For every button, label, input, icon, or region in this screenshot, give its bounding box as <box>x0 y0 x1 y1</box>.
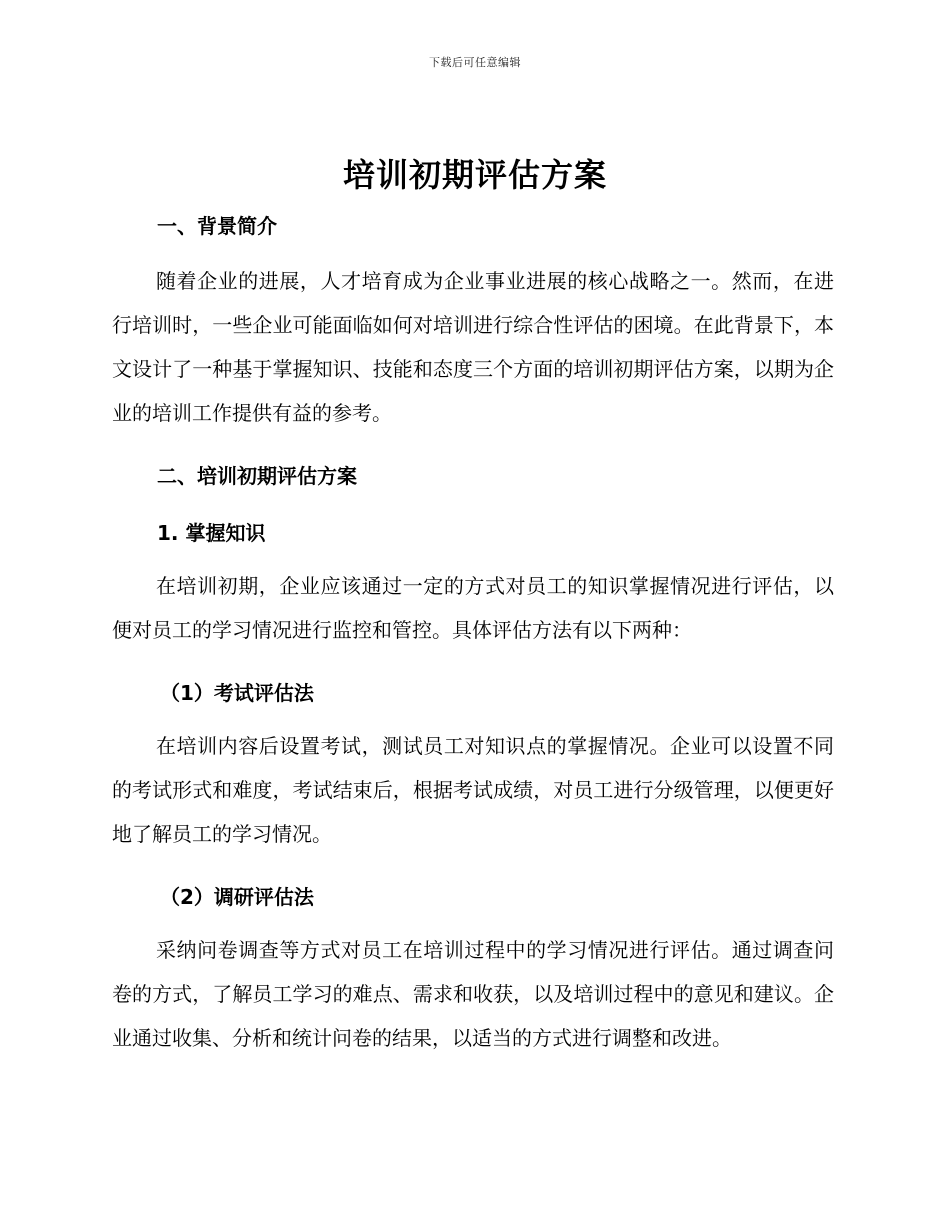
section-heading-background: 一、背景简介 <box>157 214 277 238</box>
subsection-heading-knowledge: 1. 掌握知识 <box>157 521 266 545</box>
paragraph-background: 随着企业的进展，人才培育成为企业事业进展的核心战略之一。然而，在进行培训时，一些企业可能面临如何对培训进行综合性评估的困境。在此背景下，本文设计了一种基于掌握知识、技能和态度三个方面的培训初期评估方案，以期为企业的培训工作提供有益的参考。 <box>112 269 834 425</box>
document-title: 培训初期评估方案 <box>342 156 607 194</box>
paragraph-knowledge: 在培训初期，企业应该通过一定的方式对员工的知识掌握情况进行评估，以便对员工的学习情况进行监控和管控。具体评估方法有以下两种： <box>112 574 834 642</box>
paragraph-survey: 采纳问卷调查等方式对员工在培训过程中的学习情况进行评估。通过调查问卷的方式，了解员工学习的难点、需求和收获，以及培训过程中的意见和建议。企业通过收集、分析和统计问卷的结果，以适当的方式进行调整和改进。 <box>112 938 834 1050</box>
method-heading-exam: （1）考试评估法 <box>160 681 314 705</box>
section-heading-evaluation-plan: 二、培训初期评估方案 <box>157 464 357 488</box>
method-heading-survey: （2）调研评估法 <box>160 885 314 909</box>
paragraph-exam: 在培训内容后设置考试，测试员工对知识点的掌握情况。企业可以设置不同的考试形式和难度，考试结束后，根据考试成绩，对员工进行分级管理，以便更好地了解员工的学习情况。 <box>112 734 834 846</box>
header-note: 下载后可任意编辑 <box>429 56 521 69</box>
